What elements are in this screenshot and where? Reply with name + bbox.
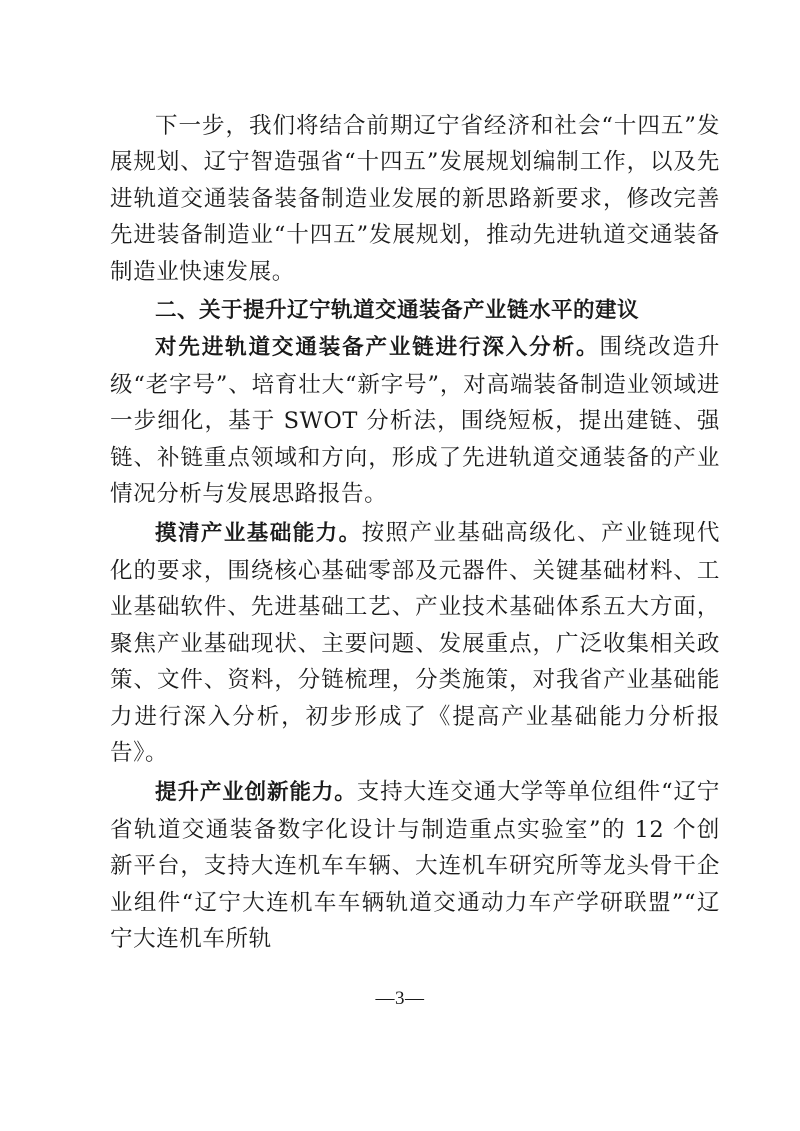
paragraph-text: 围绕改造升级“老字号”、培育壮大“新字号”，对高端装备制造业领域进一步细化，基于 SWOT 分析法，围绕短板，提出建链、强链、补链重点领域和方向，形成了先进轨道交通装备的产业情况分析与发展思路报告。	[110, 334, 720, 508]
paragraph-lead: 提升产业创新能力。	[155, 780, 357, 806]
document-body	[110, 108, 720, 957]
paragraph-industry-chain-analysis	[110, 329, 720, 512]
paragraph-innovation-capability	[110, 774, 720, 957]
paragraph-lead: 摸清产业基础能力。	[155, 521, 362, 547]
section-heading: 二、关于提升辽宁轨道交通装备产业链水平的建议	[155, 298, 640, 324]
paragraph-text: 支持大连交通大学等单位组件“辽宁省轨道交通装备数字化设计与制造重点实验室”的 12 个创新平台，支持大连机车车辆、大连机车研究所等龙头骨干企业组件“辽宁大连机车车辆轨道交通动力车产学研联盟”“辽宁大连机车所轨	[110, 779, 720, 952]
paragraph-next-step	[110, 108, 720, 290]
paragraph-text: 下一步，我们将结合前期辽宁省经济和社会“十四五”发展规划、辽宁智造强省“十四五”发展规划编制工作，以及先进轨道交通装备装备制造业发展的新思路新要求，修改完善先进装备制造业“十四五”发展规划，推动先进轨道交通装备制造业快速发展。	[110, 113, 720, 285]
paragraph-industrial-foundation	[110, 515, 720, 771]
page-number: —3—	[375, 988, 425, 1009]
paragraph-lead: 对先进轨道交通装备产业链进行深入分析。	[155, 335, 600, 361]
paragraph-text: 按照产业基础高级化、产业链现代化的要求，围绕核心基础零部及元器件、关键基础材料、工业基础软件、先进基础工艺、产业技术基础体系五大方面，聚焦产业基础现状、主要问题、发展重点，广泛收集相关政策、文件、资料，分链梳理，分类施策，对我省产业基础能力进行深入分析，初步形成了《提高产业基础能力分析报告》。	[110, 520, 720, 766]
